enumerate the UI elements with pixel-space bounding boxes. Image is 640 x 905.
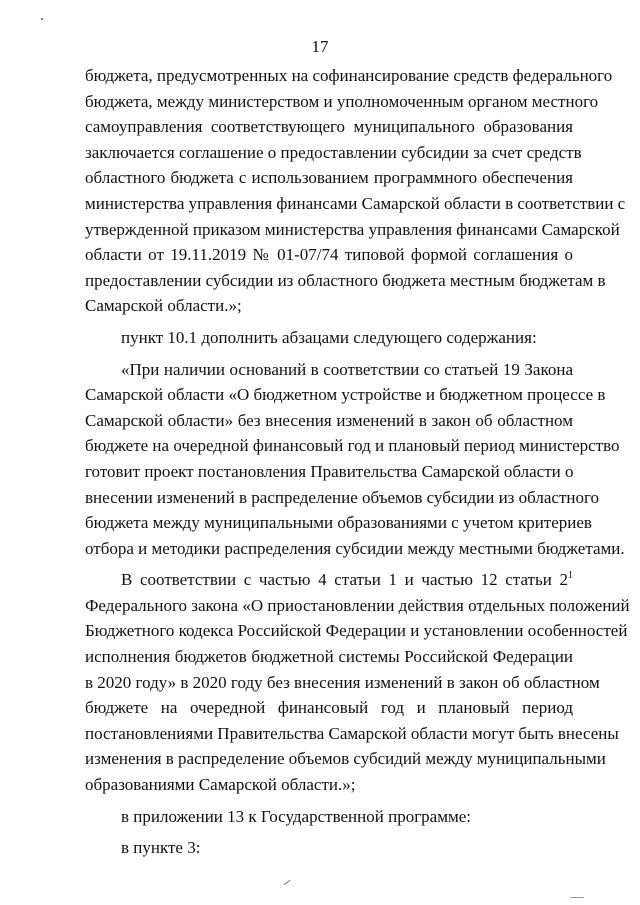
- text-line: изменения в распределение объемов субсидий между муниципальными: [85, 749, 606, 769]
- text-line: внесении изменений в распределение объемов субсидии из областного: [85, 487, 600, 507]
- text-line: областного бюджета с использованием программного обеспечения: [85, 168, 573, 188]
- paragraph-law-19: [85, 357, 625, 562]
- text-line: бюджете на очередной финансовый год и плановый период: [85, 698, 573, 718]
- page-number: 17: [311, 37, 329, 56]
- text-line: утвержденной приказом министерства управления финансами Самарской: [85, 219, 620, 239]
- text-line: Самарской области «О бюджетном устройстве и бюджетном процессе в: [85, 385, 606, 405]
- text-line: образованиями Самарской области.»;: [85, 775, 356, 795]
- text-line: бюджете на очередной финансовый год и плановый период министерство: [85, 436, 620, 456]
- text-line: бюджета между муниципальными образованиями с учетом критериев: [85, 513, 592, 533]
- superscript: 1: [568, 569, 573, 581]
- paragraph-amend-10-1: [85, 325, 573, 351]
- text-line: в пункте 3:: [121, 838, 201, 858]
- text-line: готовит проект постановления Правительства Самарской области о: [85, 461, 574, 481]
- paragraph-appendix-13: [85, 804, 573, 830]
- text-line: «При наличии оснований в соответствии со статьей 19 Закона: [121, 359, 573, 379]
- text-line: Самарской области.»;: [85, 296, 242, 316]
- text-line: в 2020 году» в 2020 году без внесения изменений в закон об областном: [85, 672, 600, 692]
- text-line: [85, 567, 573, 593]
- paragraph-point-3: [85, 835, 573, 861]
- scan-mark: [283, 880, 290, 885]
- text-line: области от 19.11.2019 № 01-07/74 типовой формой соглашения о: [85, 245, 573, 265]
- text-line: исполнения бюджетов бюджетной системы Российской Федерации: [85, 647, 573, 667]
- text-line: министерства управления финансами Самарской области в соответствии с: [85, 193, 626, 213]
- scan-speck: [570, 897, 584, 898]
- text-line: бюджета, между министерством и уполномоченным органом местного: [85, 91, 599, 111]
- text-line: заключается соглашение о предоставлении субсидии за счет средств: [85, 142, 582, 162]
- text-line-content: В соответствии с частью 4 статьи 1 и частью 12 статьи 2: [121, 570, 568, 590]
- text-line: в приложении 13 к Государственной программе:: [121, 806, 471, 826]
- text-line: отбора и методики распределения субсидии между местными бюджетами.: [85, 538, 625, 558]
- text-line: Самарской области» без внесения изменений в закон об областном: [85, 410, 573, 430]
- text-line: Бюджетного кодекса Российской Федерации и установлении особенностей: [85, 621, 628, 641]
- scan-speck: [41, 18, 43, 20]
- text-line: самоуправления соответствующего муниципального образования: [85, 117, 573, 137]
- paragraph-federal-law: [85, 567, 630, 797]
- document-body: [85, 63, 630, 861]
- text-line: Федерального закона «О приостановлении действия отдельных положений: [85, 595, 630, 615]
- paragraph-budget-agreement: [85, 63, 626, 319]
- text-line: предоставлении субсидии из областного бюджета местным бюджетам в: [85, 270, 606, 290]
- text-line: бюджета, предусмотренных на софинансирование средств федерального: [85, 66, 613, 85]
- text-line: постановлениями Правительства Самарской области могут быть внесены: [85, 723, 619, 743]
- text-line: пункт 10.1 дополнить абзацами следующего содержания:: [121, 327, 537, 347]
